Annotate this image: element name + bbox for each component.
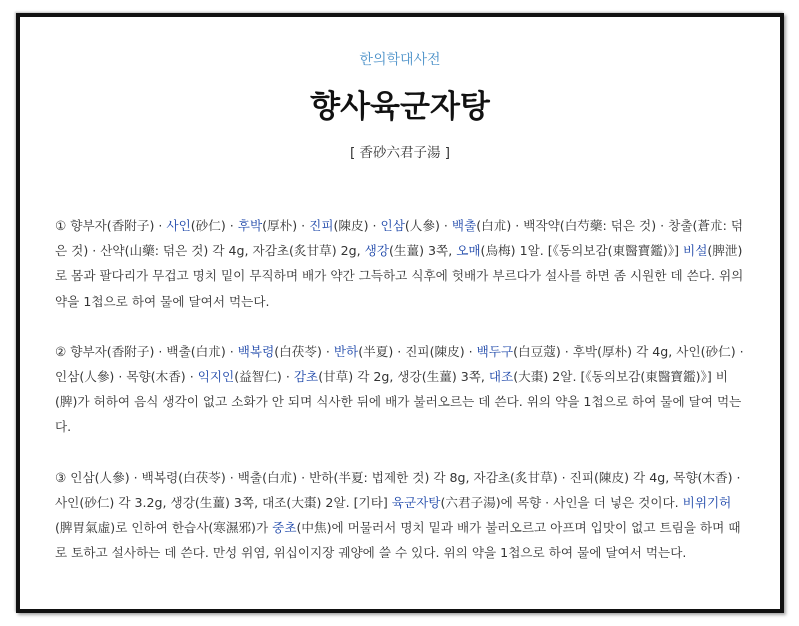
text-segment: (大棗) 2알. [《동의보감(東醫寶鑑)》] 비(脾)가 허하여 음식 생각이 없고 소화가 안 되며 식사한 뒤에 배가 불러오르는 데 쓴다. 위의 약을 1첩으로 하여 물에 달여 먹는다. bbox=[55, 369, 742, 435]
text-segment: (陳皮) · bbox=[333, 218, 381, 233]
page-frame bbox=[16, 13, 784, 613]
term-link[interactable]: 반하 bbox=[333, 343, 359, 359]
term-link[interactable]: 중초 bbox=[272, 520, 297, 536]
text-segment: (白朮) · 백작약(白芍藥: 덖은 것) · 창출(蒼朮: 덖은 것) · 산약(山藥: 덖은 것) 각 4g, 자감초(炙甘草) 2g, bbox=[55, 218, 743, 259]
term-link[interactable]: 백복령 bbox=[237, 343, 275, 359]
text-segment: (砂仁) · bbox=[190, 218, 238, 233]
prescription-paragraph-1 bbox=[55, 213, 745, 314]
text-segment: (脾胃氣虛)로 인하여 한습사(寒濕邪)가 bbox=[55, 520, 273, 536]
text-segment: (益智仁) · bbox=[234, 369, 294, 385]
text-segment: (半夏) · 진피(陳皮) · bbox=[358, 343, 477, 359]
term-link[interactable]: 비설 bbox=[683, 243, 708, 259]
text-segment: (白茯苓) · bbox=[274, 343, 334, 359]
prescription-paragraph-3 bbox=[55, 465, 745, 566]
term-link[interactable]: 백두구 bbox=[476, 343, 514, 359]
entry-header bbox=[20, 49, 780, 161]
dictionary-name[interactable]: 한의학대사전 bbox=[359, 52, 441, 68]
text-segment: (六君子湯)에 목향 · 사인을 더 넣은 것이다. bbox=[440, 494, 683, 510]
text-segment: (生薑) 3쪽, bbox=[389, 243, 457, 259]
term-link[interactable]: 대조 bbox=[488, 369, 514, 385]
term-link[interactable]: 생강 bbox=[364, 243, 389, 259]
text-segment: ③ 인삼(人參) · 백복령(白茯苓) · 백출(白朮) · 반하(半夏: 법제한 것) 각 8g, 자감초(炙甘草) · 진피(陳皮) 각 4g, 목향(木香) · 사인(砂仁) 각 3.2g, 생강(生薑) 3쪽, 대조(大棗) 2알. [기타] bbox=[55, 469, 741, 510]
text-segment: (中焦)에 머물러서 명치 밑과 배가 불러오르고 아프며 입맛이 없고 트림을 하며 때로 토하고 설사하는 데 쓴다. 만성 위염, 위십이지장 궤양에 쓸 수 있다. 위의 약을 1첩으로 하여 물에 달여서 먹는다. bbox=[55, 520, 741, 561]
term-link[interactable]: 인삼 bbox=[380, 218, 405, 233]
term-link[interactable]: 익지인 bbox=[197, 369, 235, 385]
term-link[interactable]: 후박 bbox=[237, 218, 263, 233]
entry-hanja: [ 香砂六君子湯 ] bbox=[349, 145, 451, 161]
entry-title: 향사육군자탕 bbox=[310, 89, 490, 125]
text-segment: (白豆蔻) · 후박(厚朴) 각 4g, 사인(砂仁) · 인삼(人參) · 목향(木香) · bbox=[55, 343, 744, 385]
term-link[interactable]: 감초 bbox=[293, 369, 319, 385]
text-segment: (烏梅) 1알. [《동의보감(東醫寶鑑)》] bbox=[480, 243, 684, 259]
text-segment: ① 향부자(香附子) · bbox=[55, 218, 167, 233]
term-link[interactable]: 육군자탕 bbox=[391, 494, 441, 510]
term-link[interactable]: 비위기허 bbox=[682, 494, 732, 510]
text-segment: (人參) · bbox=[404, 218, 452, 233]
term-link[interactable]: 오매 bbox=[456, 243, 481, 259]
text-segment: (脾泄)로 몸과 팔다리가 무겁고 명치 밑이 무직하며 배가 약간 그득하고 식후에 헛배가 부르다가 설사를 하면 좀 시원한 데 쓴다. 위의 약을 1첩으로 하여 물에 달여서 먹는다. bbox=[55, 243, 744, 309]
text-segment: (厚朴) · bbox=[262, 218, 310, 233]
term-link[interactable]: 진피 bbox=[309, 218, 334, 233]
term-link[interactable]: 백출 bbox=[451, 218, 477, 233]
term-link[interactable]: 사인 bbox=[166, 218, 191, 233]
text-segment: (甘草) 각 2g, 생강(生薑) 3쪽, bbox=[318, 369, 489, 385]
text-segment: ② 향부자(香附子) · 백출(白朮) · bbox=[55, 343, 238, 359]
prescription-paragraph-2 bbox=[55, 339, 745, 440]
entry-body bbox=[55, 213, 745, 590]
